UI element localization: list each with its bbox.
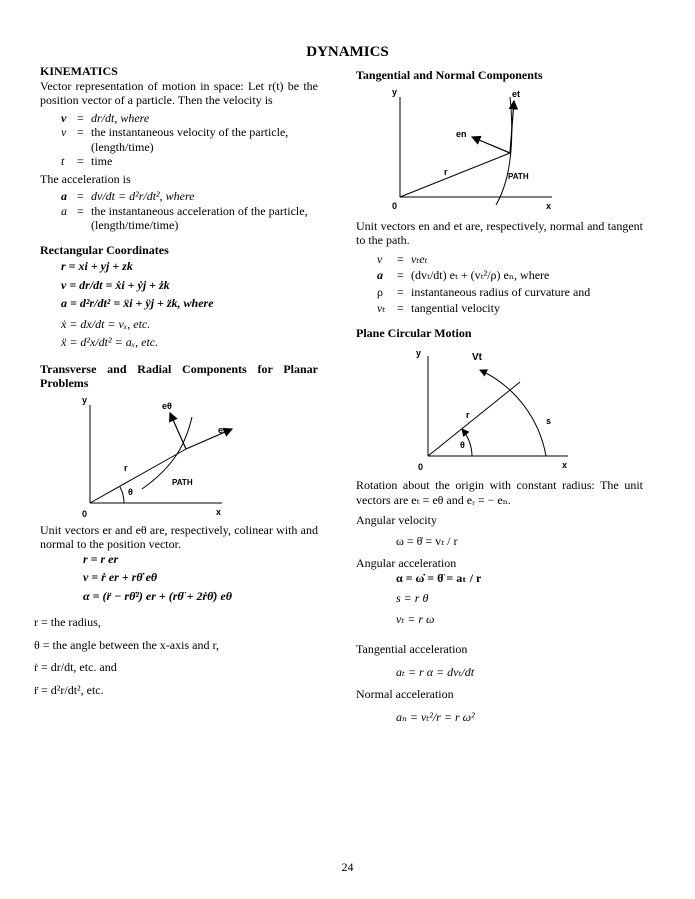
tangential-acceleration-equation: aₜ = r α = dvₜ/dt: [396, 664, 475, 679]
x-label: x: [216, 506, 222, 517]
equation: s = r θ: [396, 591, 429, 605]
definition: r̈ = d²r/dt², etc.: [34, 682, 104, 697]
definition-row: v = the instantaneous velocity of the particle, (length/time): [61, 125, 318, 154]
normal-acceleration-label: Normal acceleration: [356, 687, 454, 701]
normal-acceleration-equation: aₙ = vₜ²/r = r ω²: [396, 709, 475, 724]
angular-velocity-equation: ω = θ̇ = vₜ / r: [396, 533, 458, 548]
velocity-definitions: [61, 111, 318, 169]
acceleration-definitions: [61, 189, 318, 233]
page-title: DYNAMICS: [306, 44, 389, 60]
theta-arc: [120, 487, 124, 503]
definition-text: vₜeₜ: [411, 251, 428, 266]
definition-symbol: ρ: [377, 284, 383, 299]
definition-symbol: a: [61, 189, 67, 203]
angular-velocity-label: Angular velocity: [356, 513, 437, 527]
equation: vₜ = r ω: [396, 611, 435, 626]
equation: a = d²r/dt² = ẍi + ÿj + z̈k, where: [61, 296, 214, 310]
definition-text: (dvₜ/dt) eₜ + (vₜ²/ρ) eₙ, where: [411, 268, 550, 282]
definition: ṙ = dr/dt, etc. and: [34, 660, 117, 674]
transverse-definitions: [34, 615, 318, 697]
transverse-heading: Transverse and Radial Components for Planar Problems: [40, 361, 318, 390]
definition-row: a = (dvₜ/dt) eₜ + (vₜ²/ρ) eₙ, where: [377, 268, 643, 283]
acceleration-intro: The acceleration is: [40, 171, 131, 186]
r-label: r: [466, 410, 470, 420]
right-column: [356, 68, 643, 724]
equation: ẋ = dx/dt = vₓ, etc.: [61, 316, 151, 331]
kinematics-intro: Vector representation of motion in space: Let r(t) be the position vector of a particle. Then the velocity is: [40, 78, 318, 107]
definition-symbol: a: [377, 268, 383, 282]
equation: α = (r̈ − rθ̇²) er + (rθ̈ + 2ṙθ̇) eθ: [83, 588, 232, 603]
angular-acceleration-equations: [396, 571, 643, 627]
y-label: y: [392, 86, 398, 97]
y-label: y: [82, 396, 88, 405]
r-label: r: [124, 462, 128, 473]
x-label: x: [562, 460, 568, 470]
tangential-heading: Tangential and Normal Components: [356, 68, 543, 82]
position-vector: [90, 449, 186, 503]
definition-symbol: v: [61, 110, 67, 125]
path-label: PATH: [172, 477, 193, 487]
vt-label: Vt: [472, 352, 482, 363]
definition-symbol: v: [377, 251, 383, 266]
equation: r = r er: [83, 551, 119, 566]
etheta-vector: [170, 413, 186, 449]
transverse-radial-diagram: [82, 397, 262, 519]
definition-row: v = dr/dt, where: [61, 111, 318, 126]
definition-text: tangential velocity: [411, 301, 500, 315]
definition-text: time: [91, 154, 113, 168]
page-number: 24: [341, 860, 354, 874]
definition-text: the instantaneous acceleration of the particle, (length/time/time): [91, 203, 308, 232]
en-vector: [472, 137, 510, 153]
circular-motion-diagram: [412, 346, 592, 470]
radius-line: [428, 382, 520, 456]
transverse-text: Unit vectors er and eθ are, respectively, colinear with and normal to the position vector.: [40, 522, 318, 551]
definition-symbol: vₜ: [377, 301, 386, 315]
y-label: y: [416, 348, 422, 358]
rectangular-equations: [61, 259, 318, 350]
tangential-normal-diagram: [392, 87, 572, 211]
equation: v = ṙ er + rθ̇ eθ: [83, 570, 158, 584]
definition-row: ρ = instantaneous radius of curvature and: [377, 285, 643, 300]
er-label: er: [218, 424, 227, 435]
en-label: en: [456, 128, 467, 139]
circular-text: Rotation about the origin with constant radius: The unit vectors are eₜ = eθ and eᵣ = − eₙ.: [356, 478, 643, 507]
definition-row: a = dv/dt = d²r/dt², where: [61, 189, 318, 204]
definition-symbol: t: [61, 154, 65, 168]
left-column: [34, 64, 318, 701]
rectangular-heading: Rectangular Coordinates: [40, 242, 169, 257]
definition-text: dr/dt, where: [91, 110, 150, 125]
path-label: PATH: [508, 171, 529, 181]
kinematics-heading: KINEMATICS: [40, 64, 118, 78]
theta-label: θ: [128, 486, 133, 497]
etheta-label: eθ: [162, 400, 172, 411]
transverse-equations: [83, 552, 318, 604]
definition-row: t = time: [61, 154, 318, 169]
s-label: s: [546, 416, 552, 426]
definition-text: instantaneous radius of curvature and: [411, 284, 591, 299]
tangential-text: Unit vectors en and et are, respectively, normal and tangent to the path.: [356, 218, 643, 247]
definition: r = the radius,: [34, 615, 101, 629]
et-label: et: [512, 88, 521, 99]
origin-label: 0: [392, 200, 398, 211]
position-vector: [400, 153, 510, 197]
circular-arc: [480, 370, 546, 456]
x-label: x: [546, 200, 552, 211]
tangential-acceleration-label: Tangential acceleration: [356, 642, 468, 656]
equation: ẍ = d²x/dt² = aₓ, etc.: [61, 335, 159, 349]
definition-row: v = vₜeₜ: [377, 252, 643, 267]
definition: θ = the angle between the x-axis and r,: [34, 637, 219, 652]
definition-text: the instantaneous velocity of the particle, (length/time): [91, 125, 289, 154]
equation: α = ω̇ = θ̈ = aₜ / r: [396, 570, 482, 585]
origin-label: 0: [82, 508, 88, 519]
definition-row: vₜ = tangential velocity: [377, 301, 643, 316]
equation: r = xi + yj + zk: [61, 259, 133, 273]
definition-symbol: a: [61, 203, 67, 218]
r-label: r: [444, 166, 448, 177]
origin-label: 0: [418, 462, 424, 470]
definition-row: a = the instantaneous acceleration of the particle, (length/time/time): [61, 204, 318, 233]
theta-label: θ: [460, 440, 465, 450]
angular-acceleration-label: Angular acceleration: [356, 556, 457, 570]
definition-symbol: v: [61, 125, 67, 139]
definition-text: dv/dt = d²r/dt², where: [91, 189, 195, 203]
equation: v = dr/dt = ẋi + ẏj + żk: [61, 277, 170, 292]
circular-heading: Plane Circular Motion: [356, 325, 472, 340]
tangential-definitions: [377, 252, 643, 316]
